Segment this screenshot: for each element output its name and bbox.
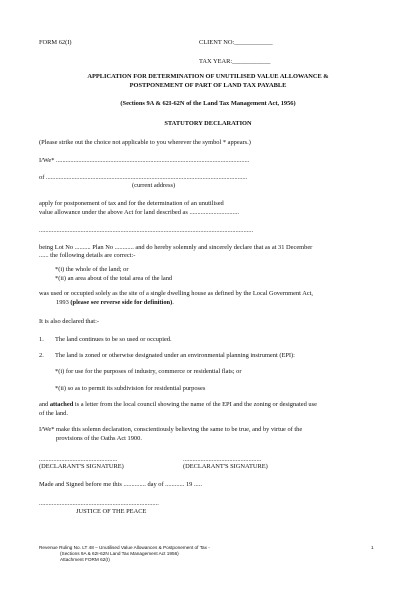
also-declared: It is also declared that:- [39,318,99,325]
signature-line-right: ................................................. [183,456,262,463]
jp-signature-line: ........................................................................... [39,500,159,507]
sub-option-i: *(i) for use for the purposes of industry, commerce or residential flats; or [55,368,242,375]
lot-line-1: being Lot No .......... Plan No ............ and do hereby solemnly and sincerely declare that as at 31 December [39,244,313,251]
option-ii: *(ii) an area about of the total area of the land [55,275,173,282]
attached-prefix: and [39,401,50,408]
form-number: FORM 62(I) [39,39,72,46]
item-1-number: 1. [39,336,44,343]
page-number: 1 [371,545,374,550]
used-year: 1993 [56,299,71,306]
iwe-line: I/We* ......................................................................................................................... [39,157,250,164]
item-1-text: The land continues to be so used or occupied. [55,336,172,343]
apply-line-1: apply for postponement of tax and for the determination of an unutilised [39,200,224,207]
item-2-text: The land is zoned or otherwise designated under an environmental planning instrument (EPI): [55,352,295,359]
attached-word: attached [49,401,74,408]
statutory-declaration-heading: STATUTORY DECLARATION [164,120,252,127]
title-sections: (Sections 9A & 62I-62N of the Land Tax Management Act, 1956) [120,100,296,107]
land-description-line: ...................................................................................................................................... [39,227,254,234]
tax-year-field: TAX YEAR:____________ [199,58,271,65]
item-2-number: 2. [39,352,44,359]
attached-line-2: of the land. [39,410,68,417]
used-line-1: was used or occupied solely as the site of a single dwelling house as defined by the Local Government Act, [39,290,314,297]
client-number-field: CLIENT NO:____________ [199,39,273,46]
justice-of-the-peace-label: JUSTICE OF THE PEACE [76,508,147,515]
made-signed-line: Made and Signed before me this .............. day of ............ 19 ..... [39,481,202,488]
attached-line-1 [39,401,317,409]
declarant-signature-label-right: (DECLARANT'S SIGNATURE) [183,463,268,470]
declarant-signature-label-left: (DECLARANT'S SIGNATURE) [39,463,124,470]
footer-line-1: Revenue Ruling No. LT 48 – Unutilised Value Allowances & Postponement of Tax - [39,545,210,550]
footer-line-3: Attachment FORM 62(I) [60,557,110,562]
sub-option-ii: *(ii) so as to permit its subdivision for residential purposes [55,385,206,392]
title-line-1: APPLICATION FOR DETERMINATION OF UNUTILISED VALUE ALLOWANCE & [87,73,329,80]
reverse-side-note: (please see reverse side for definition) [70,299,173,306]
of-line: of .............................................................................................................................. [39,174,248,181]
lot-line-2: ...... the following details are correct:- [39,252,136,259]
current-address-label: (current address) [132,182,176,189]
solemn-line-1: I/We* make this solemn declaration, conscientiously believing the same to be true, and by virtue of the [39,426,303,433]
solemn-line-2: provisions of the Oaths Act 1900. [56,435,142,442]
attached-rest: is a letter from the local council showing the name of the EPI and the zoning or designated use [73,401,317,408]
strike-note: (Please strike out the choice not applicable to you wherever the symbol * appears.) [39,139,251,146]
option-i: *(i) the whole of the land; or [55,266,129,273]
used-line-2 [56,299,174,307]
signature-line-left: ................................................. [39,456,118,463]
apply-line-2: value allowance under the above Act for land described as ............................... [39,209,240,216]
used-end: . [172,299,174,306]
title-line-2: POSTPONEMENT OF PART OF LAND TAX PAYABLE [129,82,287,89]
footer-line-2: (Sections 9A & 62I-62N Land Tax Management Act 1956) [60,551,179,556]
